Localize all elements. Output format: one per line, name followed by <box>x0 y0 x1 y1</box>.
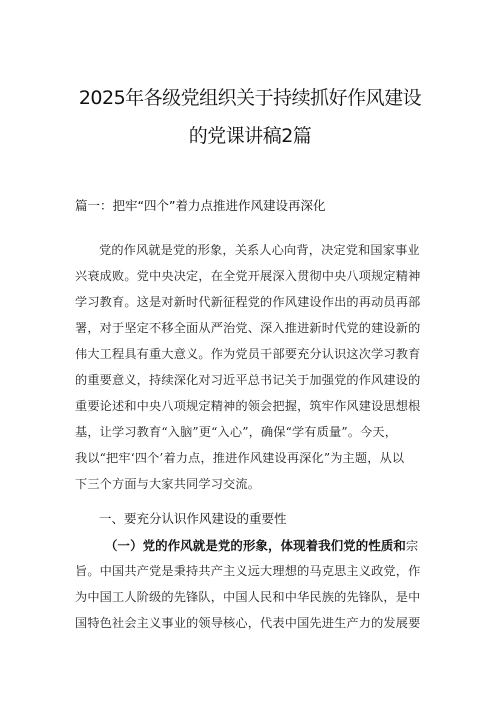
section-heading: 篇一：把牢“四个”着力点推进作风建设再深化 <box>75 198 326 213</box>
paragraph-line: 国特色社会主义事业的领导核心，代表中国先进生产力的发展要 <box>75 616 421 630</box>
paragraph-line: 学习教育。这是对新时代新征程党的作风建设作出的再动员再部 <box>75 295 421 309</box>
paragraph-line: 我以“把牢‘四个’着力点，推进作风建设再深化”为主题，从以 <box>75 451 405 465</box>
paragraph-line: 兴衰成败。党中央决定，在全党开展深入贯彻中央八项规定精神 <box>75 269 421 283</box>
paragraph-line: 伟大工程具有重大意义。作为党员干部要充分认识这次学习教育 <box>75 347 421 361</box>
paragraph-line: 下三个方面与大家共同学习交流。 <box>75 477 261 491</box>
paragraph-line: 为中国工人阶级的先锋队，中国人民和中华民族的先锋队，是中 <box>75 590 421 604</box>
paragraph-line: 的重要意义，持续深化对习近平总书记关于加强党的作风建设的 <box>75 373 421 387</box>
document-title-line-2: 的党课讲稿2篇 <box>188 125 312 147</box>
document-title-line-1: 2025年各级党组织关于持续抓好作风建设 <box>78 87 422 109</box>
subheading-style-image-tail: 宗 <box>405 539 419 553</box>
paragraph-line: 基，让学习教育“入脑”更“入心”，确保“学有质量”。今天， <box>75 425 398 439</box>
subheading-style-image <box>105 536 418 554</box>
paragraph-line: 旨。中国共产党是秉持共产主义远大理想的马克思主义政党，作 <box>75 564 421 578</box>
paragraph-line: 重要论述和中央八项规定精神的领会把握，筑牢作风建设思想根 <box>75 399 421 413</box>
paragraph-line: 党的作风就是党的形象，关系人心向背，决定党和国家事业 <box>99 243 420 257</box>
subheading-style-image-bold: （一）党的作风就是党的形象，体现着我们党的性质和 <box>105 538 406 553</box>
subheading-importance: 一、要充分认识作风建设的重要性 <box>99 511 287 526</box>
paragraph-line: 署，对于坚定不移全面从严治党、深入推进新时代党的建设新的 <box>75 321 421 335</box>
